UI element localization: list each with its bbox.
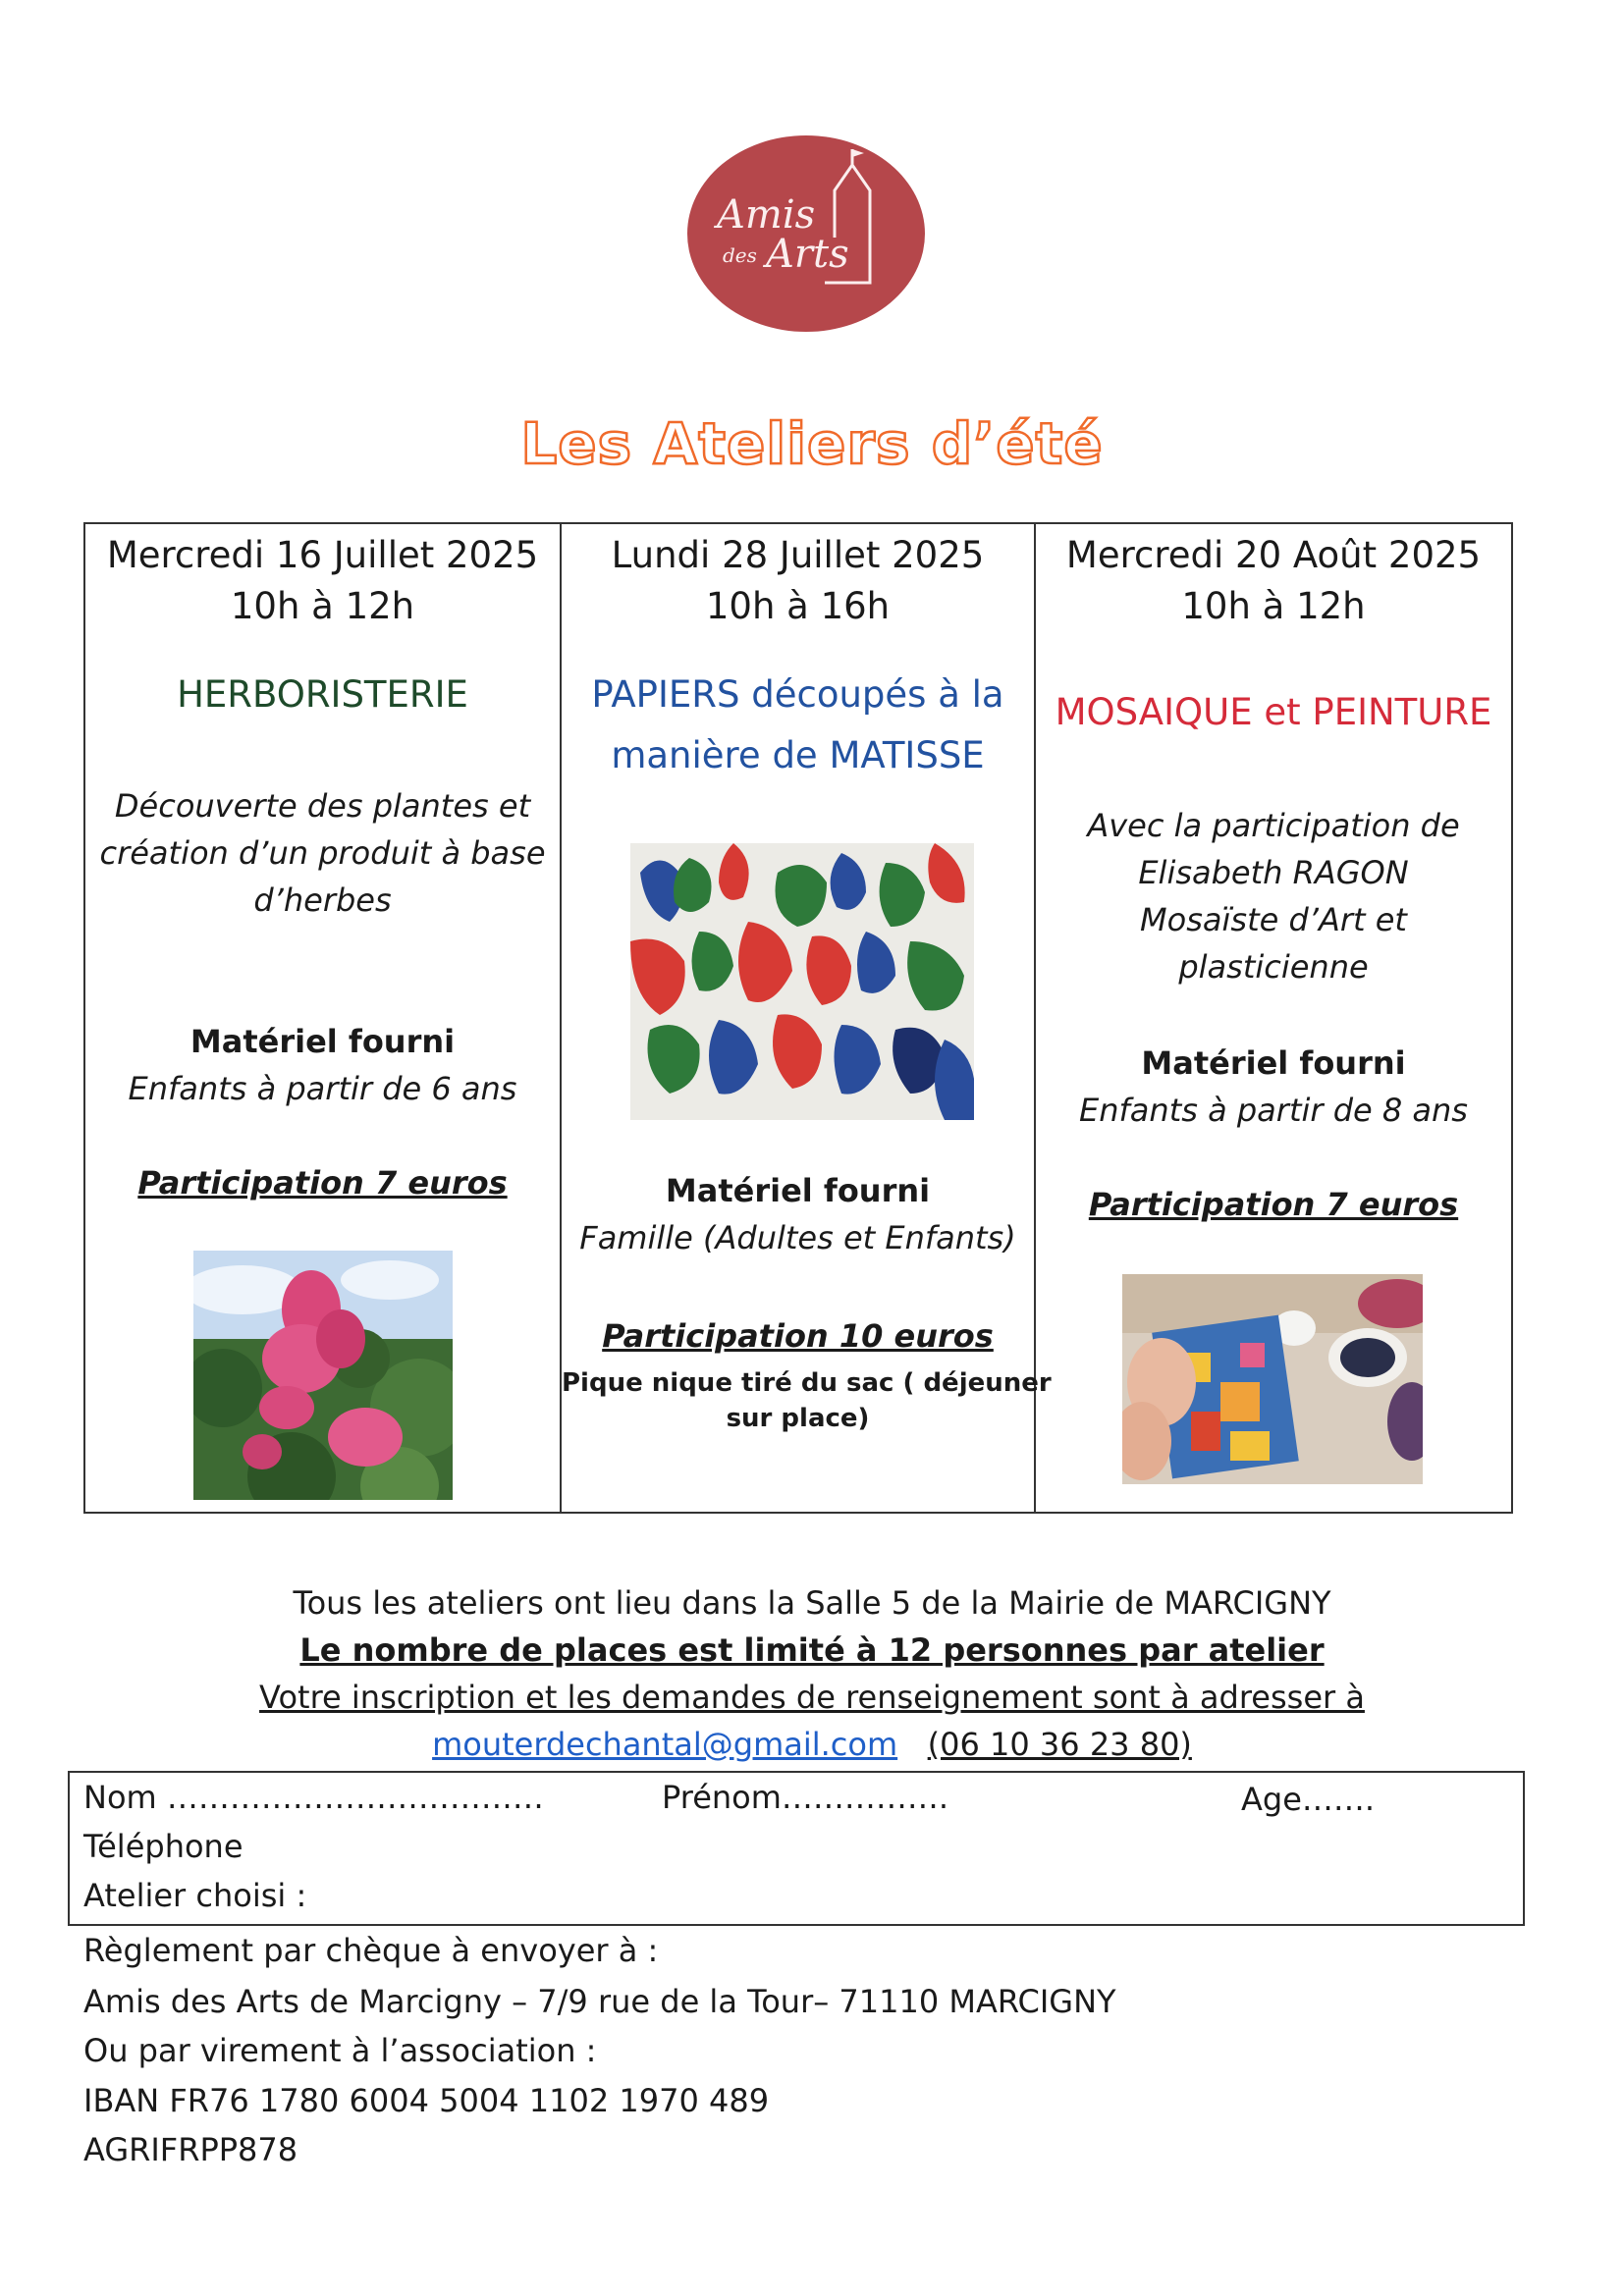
workshop-time: 10h à 12h bbox=[230, 585, 415, 627]
workshop-participation: Participation 7 euros bbox=[1088, 1186, 1459, 1223]
workshop-description-line: création d’un produit à base bbox=[99, 834, 546, 872]
workshop-description-line: Avec la participation de bbox=[1087, 807, 1460, 844]
workshop-time: 10h à 12h bbox=[1181, 585, 1366, 627]
email-link[interactable]: mouterdechantal@gmail.com bbox=[432, 1726, 898, 1763]
workshop-description-line: plasticienne bbox=[1178, 948, 1369, 986]
prenom-field[interactable]: Prénom……………. bbox=[662, 1779, 949, 1816]
workshop-time: 10h à 16h bbox=[705, 585, 891, 627]
workshop-topic: MOSAIQUE et PEINTURE bbox=[1055, 691, 1492, 733]
workshop-material: Matériel fourni bbox=[665, 1172, 931, 1209]
places-limit-info: Le nombre de places est limité à 12 personnes par atelier bbox=[299, 1631, 1325, 1669]
contact-info: Votre inscription et les demandes de renseignement sont à adresser à bbox=[259, 1679, 1365, 1716]
workshop-papiers-matisse bbox=[562, 524, 1052, 1512]
nom-field[interactable]: Nom ……………………………… bbox=[83, 1779, 544, 1816]
mosaic-work-photo bbox=[1122, 1274, 1423, 1484]
workshop-audience: Famille (Adultes et Enfants) bbox=[579, 1219, 1016, 1256]
workshop-participation: Participation 10 euros bbox=[602, 1317, 994, 1355]
workshop-description-line: Mosaïste d’Art et bbox=[1140, 901, 1407, 938]
atelier-field[interactable]: Atelier choisi : bbox=[83, 1877, 307, 1914]
workshop-note-line: Pique nique tiré du sac ( déjeuner bbox=[562, 1368, 1052, 1398]
workshop-date: Mercredi 16 Juillet 2025 bbox=[106, 534, 539, 576]
bic-line: AGRIFRPP878 bbox=[83, 2131, 298, 2168]
amis-des-arts-logo bbox=[687, 135, 925, 332]
workshop-date: Mercredi 20 Août 2025 bbox=[1065, 534, 1482, 576]
logo-text-des: des bbox=[723, 243, 757, 267]
workshop-material: Matériel fourni bbox=[189, 1023, 456, 1060]
workshop-description-line: Elisabeth RAGON bbox=[1138, 854, 1409, 891]
workshop-topic-line: manière de MATISSE bbox=[611, 734, 985, 776]
workshop-date: Lundi 28 Juillet 2025 bbox=[611, 534, 985, 576]
logo-text-amis: Amis bbox=[717, 192, 816, 238]
contact-line bbox=[0, 1726, 1624, 1763]
workshop-description-line: d’herbes bbox=[253, 881, 392, 919]
payment-line: Amis des Arts de Marcigny – 7/9 rue de la Tour– 71110 MARCIGNY bbox=[83, 1983, 1116, 2020]
iban-line: IBAN FR76 1780 6004 5004 1102 1970 489 bbox=[83, 2082, 770, 2119]
payment-line: Règlement par chèque à envoyer à : bbox=[83, 1932, 659, 1969]
matisse-cutouts-photo bbox=[630, 843, 974, 1120]
registration-form bbox=[68, 1771, 1525, 1926]
telephone-field[interactable]: Téléphone bbox=[83, 1828, 244, 1865]
workshops-table bbox=[83, 522, 1513, 1514]
workshop-mosaique-peinture bbox=[1036, 524, 1511, 1512]
workshop-note-line: sur place) bbox=[726, 1404, 870, 1433]
payment-line: Ou par virement à l’association : bbox=[83, 2032, 597, 2069]
workshop-material: Matériel fourni bbox=[1141, 1044, 1406, 1082]
workshop-description-line: Découverte des plantes et bbox=[114, 787, 531, 825]
workshop-audience: Enfants à partir de 6 ans bbox=[128, 1070, 517, 1107]
workshop-audience: Enfants à partir de 8 ans bbox=[1079, 1092, 1468, 1129]
workshop-herboristerie bbox=[85, 524, 562, 1512]
workshop-topic-line: PAPIERS découpés à la bbox=[591, 673, 1004, 716]
age-field[interactable]: Age……. bbox=[1241, 1781, 1376, 1818]
page-title: Les Ateliers d’été bbox=[520, 410, 1104, 477]
location-info: Tous les ateliers ont lieu dans la Salle 5 de la Mairie de MARCIGNY bbox=[293, 1584, 1331, 1622]
phone-number: (06 10 36 23 80) bbox=[927, 1726, 1192, 1763]
workshop-topic: HERBORISTERIE bbox=[177, 673, 468, 716]
pink-flowers-photo bbox=[193, 1251, 453, 1508]
workshop-participation: Participation 7 euros bbox=[137, 1164, 508, 1201]
logo-text-arts: Arts bbox=[766, 232, 849, 277]
